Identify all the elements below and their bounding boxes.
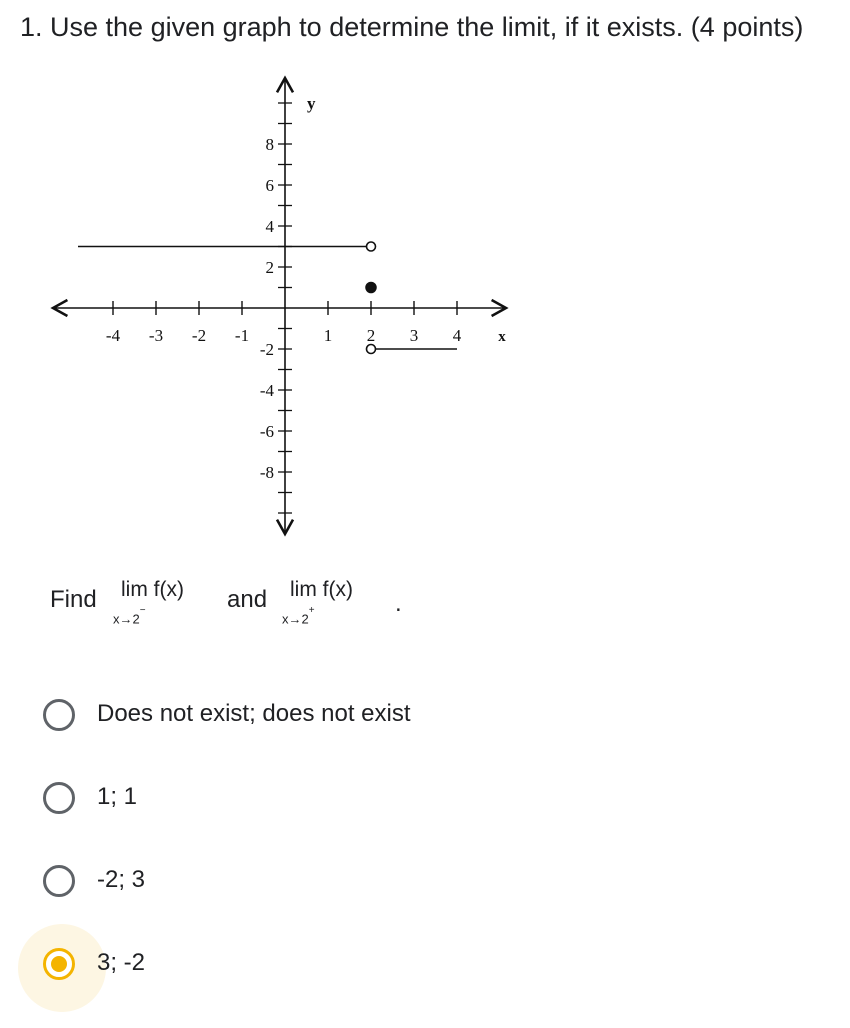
and-word: and	[227, 586, 268, 613]
y-tick-label: 2	[265, 258, 274, 277]
right-limit-side: +	[308, 605, 315, 616]
option-does-not-exist[interactable]	[18, 673, 618, 753]
y-tick-label: -6	[259, 422, 274, 441]
x-tick-label: 1	[323, 326, 333, 345]
radio-button[interactable]	[43, 699, 75, 731]
radio-button[interactable]	[43, 948, 75, 980]
y-tick-label: 8	[265, 135, 274, 154]
option-label: -2; 3	[97, 866, 146, 893]
y-tick-label: 4	[265, 217, 274, 236]
left-limit-side: −	[139, 605, 146, 616]
closed-point	[366, 283, 376, 293]
x-axis-label: x	[498, 329, 506, 345]
x-tick-label: -4	[105, 326, 121, 345]
question-title: 1. Use the given graph to determine the limit, if it exists. (4 points)	[20, 12, 804, 42]
option-label: 1; 1	[97, 783, 138, 810]
y-axis-label: y	[307, 94, 316, 113]
radio-button[interactable]	[43, 865, 75, 897]
option-1-1[interactable]	[18, 756, 618, 836]
open-endpoint	[367, 242, 376, 251]
y-tick-label: 6	[265, 176, 274, 195]
x-tick-label: -2	[191, 326, 207, 345]
x-tick-label: 2	[366, 326, 376, 345]
open-endpoint	[367, 345, 376, 354]
y-tick-label: -2	[259, 340, 274, 359]
graph-svg	[50, 75, 512, 537]
right-limit-subscript	[282, 605, 315, 627]
y-tick-label: -4	[259, 381, 274, 400]
option-3-neg2[interactable]	[18, 922, 618, 1002]
right-limit-approach: x→2	[282, 611, 309, 627]
find-word: Find	[50, 586, 97, 613]
radio-button[interactable]	[43, 782, 75, 814]
x-tick-label: -3	[148, 326, 164, 345]
prompt-period: .	[395, 590, 402, 617]
x-tick-label: 4	[452, 326, 462, 345]
x-tick-label: 3	[409, 326, 419, 345]
left-limit-approach: x→2	[113, 611, 140, 627]
right-limit-text: lim f(x)	[290, 578, 353, 601]
option-neg2-3[interactable]	[18, 839, 618, 919]
left-limit-subscript	[113, 605, 146, 627]
y-tick-label: -8	[259, 463, 274, 482]
left-limit-text: lim f(x)	[121, 578, 184, 601]
x-tick-label: -1	[234, 326, 250, 345]
option-label: 3; -2	[97, 949, 146, 976]
option-label: Does not exist; does not exist	[97, 700, 411, 727]
limit-graph	[50, 75, 512, 537]
